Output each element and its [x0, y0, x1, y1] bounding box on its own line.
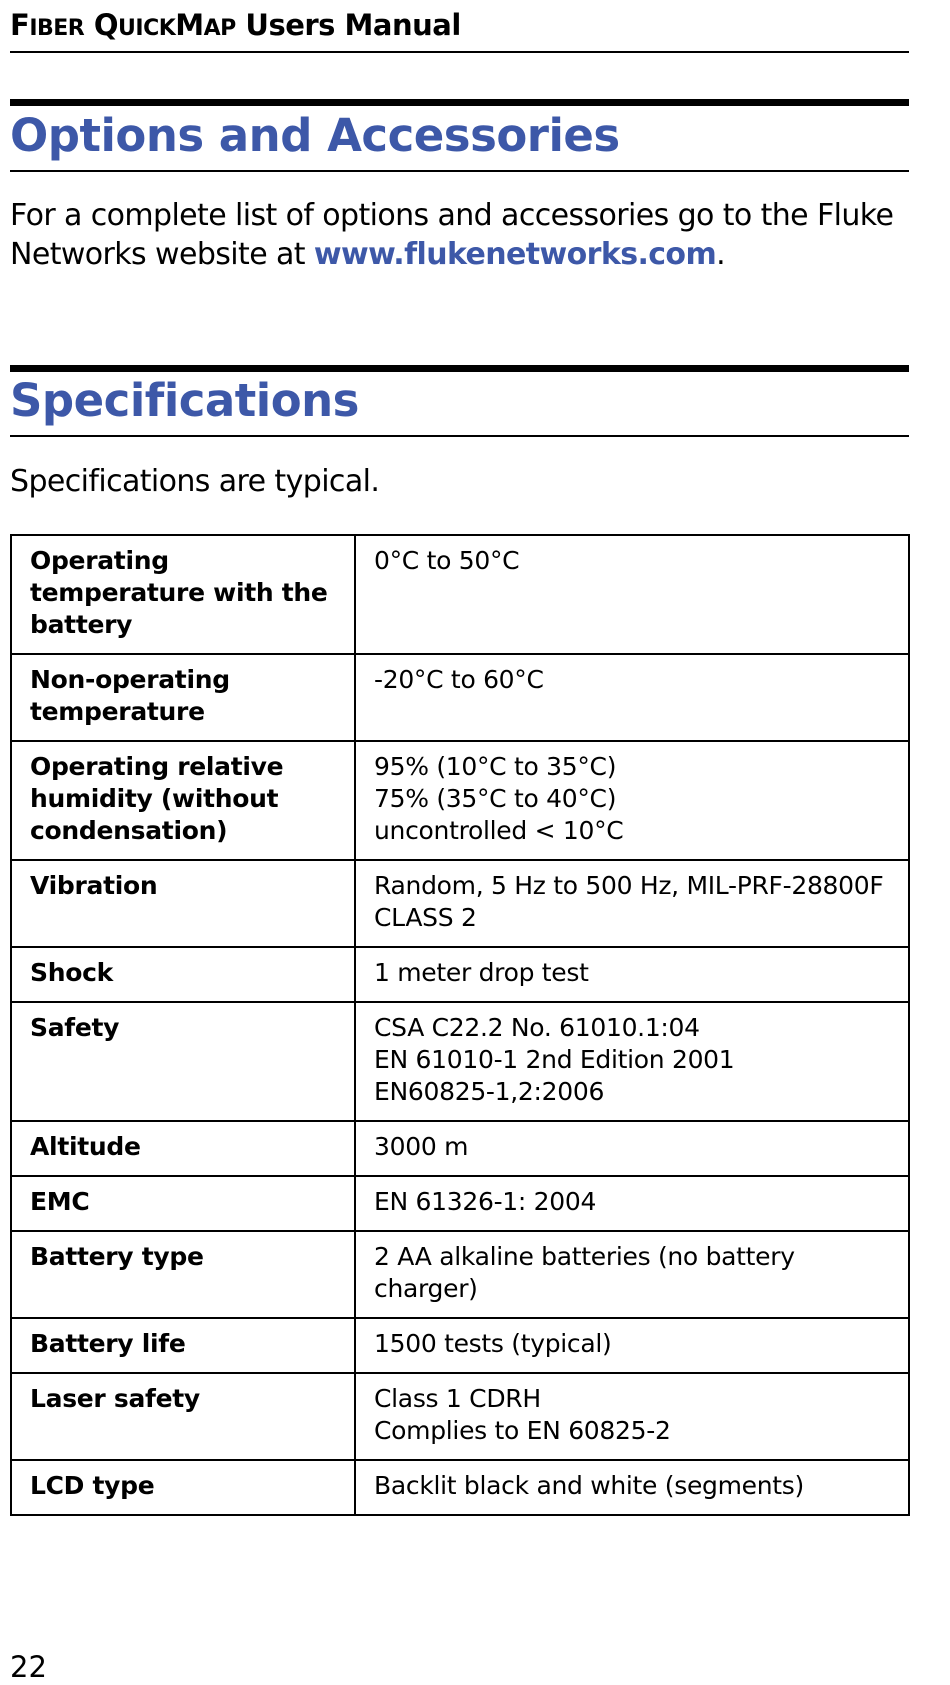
table-row	[11, 1460, 909, 1515]
options-title: Options and Accessories	[10, 109, 620, 162]
table-row	[11, 1002, 909, 1121]
spec-label: Operating relative humidity (without condensation)	[11, 741, 355, 860]
spec-value: 1 meter drop test	[355, 947, 909, 1002]
running-header	[10, 8, 461, 42]
spec-value: 0°C to 50°C	[355, 535, 909, 654]
spec-label: Non-operating temperature	[11, 654, 355, 741]
specifications-table	[10, 534, 910, 1516]
table-row	[11, 1176, 909, 1231]
table-row	[11, 1121, 909, 1176]
spec-label: Shock	[11, 947, 355, 1002]
spec-value: 2 AA alkaline batteries (no battery charger)	[355, 1231, 909, 1318]
spec-value: EN 61326-1: 2004	[355, 1176, 909, 1231]
running-header-uick: UICK	[118, 16, 176, 41]
spec-value: -20°C to 60°C	[355, 654, 909, 741]
spec-label: Battery type	[11, 1231, 355, 1318]
options-body-end: .	[716, 237, 726, 272]
spec-value: 95% (10°C to 35°C) 75% (35°C to 40°C) uncontrolled < 10°C	[355, 741, 909, 860]
header-rule	[10, 51, 909, 53]
spec-label: Vibration	[11, 860, 355, 947]
spec-label: Altitude	[11, 1121, 355, 1176]
spec-label: Laser safety	[11, 1373, 355, 1460]
spec-value: Backlit black and white (segments)	[355, 1460, 909, 1515]
specifications-intro: Specifications are typical.	[10, 464, 380, 499]
running-header-ap: AP	[203, 16, 236, 41]
table-row	[11, 1231, 909, 1318]
specifications-title: Specifications	[10, 374, 359, 427]
options-body	[10, 196, 910, 274]
specifications-bottom-rule	[10, 435, 909, 437]
running-header-m: M	[175, 8, 204, 42]
table-row	[11, 654, 909, 741]
table-row	[11, 1373, 909, 1460]
spec-label: Safety	[11, 1002, 355, 1121]
spec-value: Class 1 CDRH Complies to EN 60825-2	[355, 1373, 909, 1460]
table-row	[11, 535, 909, 654]
options-top-rule	[10, 99, 909, 106]
running-header-rest: Users Manual	[245, 8, 461, 42]
spec-label: Operating temperature with the battery	[11, 535, 355, 654]
running-header-q: Q	[93, 8, 119, 42]
table-row	[11, 741, 909, 860]
table-row	[11, 1318, 909, 1373]
running-header-f: F	[10, 8, 30, 42]
spec-value: 1500 tests (typical)	[355, 1318, 909, 1373]
spec-label: Battery life	[11, 1318, 355, 1373]
spec-value: Random, 5 Hz to 500 Hz, MIL-PRF-28800F CLASS 2	[355, 860, 909, 947]
specifications-top-rule	[10, 365, 909, 372]
options-body-text: For a complete list of options and accessories go to the Fluke Networks website at	[10, 198, 894, 272]
spec-label: EMC	[11, 1176, 355, 1231]
spec-value: 3000 m	[355, 1121, 909, 1176]
flukenetworks-link[interactable]: www.flukenetworks.com	[313, 237, 717, 272]
page-number: 22	[10, 1650, 47, 1684]
table-row	[11, 947, 909, 1002]
spec-value: CSA C22.2 No. 61010.1:04 EN 61010-1 2nd Edition 2001 EN60825-1,2:2006	[355, 1002, 909, 1121]
options-bottom-rule	[10, 170, 909, 172]
running-header-iber: IBER	[29, 16, 85, 41]
spec-label: LCD type	[11, 1460, 355, 1515]
table-row	[11, 860, 909, 947]
